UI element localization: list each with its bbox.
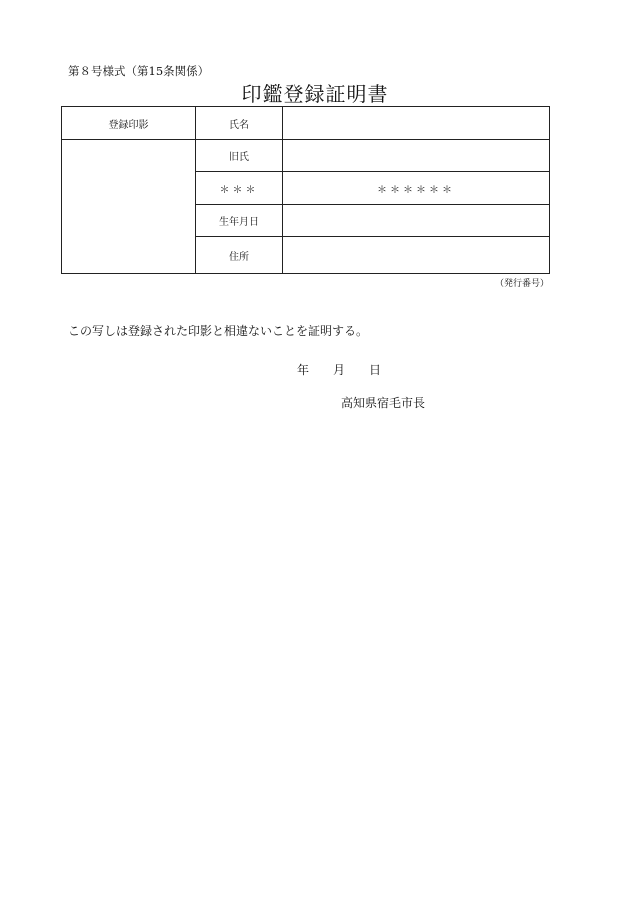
issuer-name: 高知県宿毛市長 — [341, 396, 426, 410]
form-number: 第８号様式（第15条関係） — [68, 64, 210, 78]
address-value-cell — [283, 237, 550, 274]
document-title: 印鑑登録証明書 — [241, 82, 389, 106]
table-row — [62, 107, 550, 140]
year-unit: 年 — [297, 363, 310, 377]
issue-number-label: （発行番号） — [494, 279, 549, 289]
masked-value-cell: ＊＊＊＊＊＊ — [283, 172, 550, 205]
certificate-table — [61, 106, 550, 274]
date-line — [297, 361, 381, 378]
month-unit: 月 — [333, 363, 346, 377]
former-name-label-cell: 旧氏 — [196, 140, 283, 172]
birthdate-value-cell — [283, 205, 550, 237]
masked-label-cell: ＊＊＊ — [196, 172, 283, 205]
name-label-cell: 氏名 — [196, 107, 283, 140]
table-row — [62, 140, 550, 172]
birthdate-label-cell: 生年月日 — [196, 205, 283, 237]
certification-text: この写しは登録された印影と相違ないことを証明する。 — [68, 324, 369, 338]
address-label-cell: 住所 — [196, 237, 283, 274]
day-unit: 日 — [369, 363, 382, 377]
name-value-cell — [283, 107, 550, 140]
former-name-value-cell — [283, 140, 550, 172]
seal-label-cell: 登録印影 — [62, 107, 196, 140]
seal-impression-cell — [62, 140, 196, 274]
